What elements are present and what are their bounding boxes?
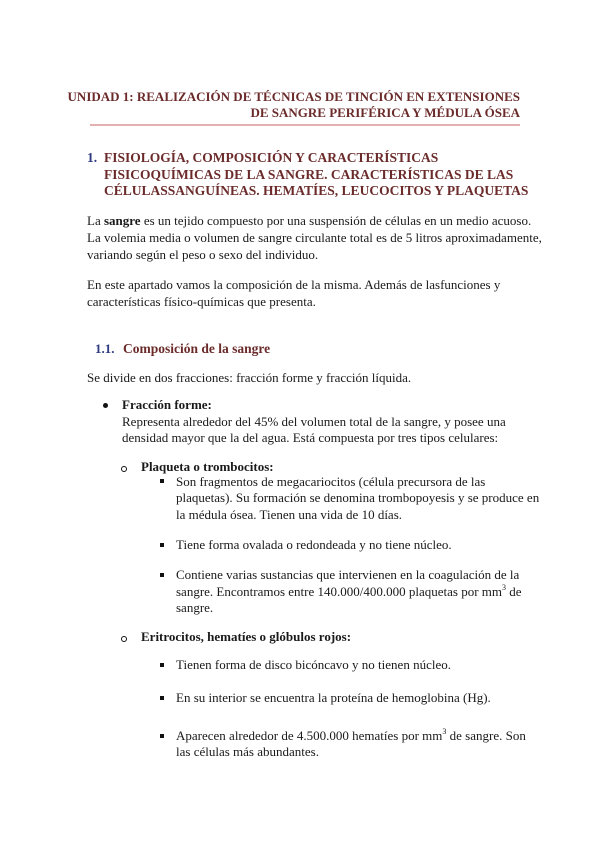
circle-bullet-icon: [121, 636, 127, 642]
text: es un tejido compuesto por una suspensión de células en un medio acuoso.: [140, 213, 532, 228]
list-item: plaquetas). Su formación se denomina trombopoyesis y se produce en: [176, 490, 540, 505]
text: Aparecen alrededor de 4.500.000 hematíes por mm: [176, 728, 443, 743]
list-item: sangre.: [176, 600, 214, 615]
text: de sangre. Son: [446, 728, 526, 743]
list-item: Son fragmentos de megacariocitos (célula precursora de las: [176, 474, 486, 489]
bullet-icon: [103, 403, 108, 408]
paragraph-line: La volemia media o volumen de sangre circulante total es de 5 litros aproximadamente,: [87, 230, 542, 245]
paragraph-line: Representa alrededor del 45% del volumen total de la sangre, y posee una: [122, 414, 506, 429]
text: La: [87, 213, 104, 228]
list-heading: Fracción forme:: [122, 397, 212, 412]
list-item: la médula ósea. Tienen una vida de 10 días.: [176, 507, 403, 522]
subsection-heading: Composición de la sangre: [123, 341, 271, 356]
section-heading: FISIOLOGÍA, COMPOSICIÓN Y CARACTERÍSTICAS: [104, 150, 439, 165]
paragraph-line: En este apartado vamos la composición de la misma. Además de lasfunciones y: [87, 277, 501, 292]
list-heading: Plaqueta o trombocitos:: [141, 459, 274, 474]
list-heading: Eritrocitos, hematíes o glóbulos rojos:: [141, 629, 352, 644]
circle-bullet-icon: [121, 466, 127, 472]
subsection-number: 1.1.: [95, 341, 115, 356]
superscript: 3: [442, 727, 447, 736]
list-item: Tiene forma ovalada o redondeada y no tiene núcleo.: [176, 537, 452, 552]
list-item: En su interior se encuentra la proteína de hemoglobina (Hg).: [176, 690, 491, 705]
list-item: [176, 584, 522, 600]
paragraph-line: densidad mayor que la del agua. Está compuesta por tres tipos celulares:: [122, 430, 499, 445]
paragraph-line: características físico-químicas que presenta.: [87, 294, 316, 309]
square-bullet-icon: [160, 573, 164, 577]
list-item: las células más abundantes.: [176, 744, 319, 759]
paragraph-line: [87, 213, 531, 229]
paragraph-line: variando según el peso o sexo del individuo.: [87, 247, 319, 262]
title-divider: [90, 124, 520, 126]
square-bullet-icon: [160, 543, 164, 547]
unit-title-line2: DE SANGRE PERIFÉRICA Y MÉDULA ÓSEA: [250, 105, 520, 120]
section-number: 1.: [87, 150, 98, 165]
text: de: [506, 584, 522, 599]
square-bullet-icon: [160, 696, 164, 700]
text: sangre. Encontramos entre 140.000/400.000 plaquetas por mm: [176, 584, 503, 599]
superscript: 3: [502, 583, 507, 592]
unit-title-line1: UNIDAD 1: REALIZACIÓN DE TÉCNICAS DE TINCIÓN EN EXTENSIONES: [67, 89, 520, 104]
list-item: Contiene varias sustancias que intervienen en la coagulación de la: [176, 567, 520, 582]
list-item: Tienen forma de disco bicóncavo y no tienen núcleo.: [176, 657, 451, 672]
paragraph-line: Se divide en dos fracciones: fracción forme y fracción líquida.: [87, 370, 412, 385]
bold-term: sangre: [103, 213, 141, 228]
square-bullet-icon: [160, 734, 164, 738]
section-heading: FISICOQUÍMICAS DE LA SANGRE. CARACTERÍSTICAS DE LAS: [104, 167, 514, 182]
square-bullet-icon: [160, 479, 164, 483]
section-heading: CÉLULASSANGUÍNEAS. HEMATÍES, LEUCOCITOS Y PLAQUETAS: [104, 183, 529, 198]
list-item: [176, 728, 526, 744]
square-bullet-icon: [160, 663, 164, 667]
